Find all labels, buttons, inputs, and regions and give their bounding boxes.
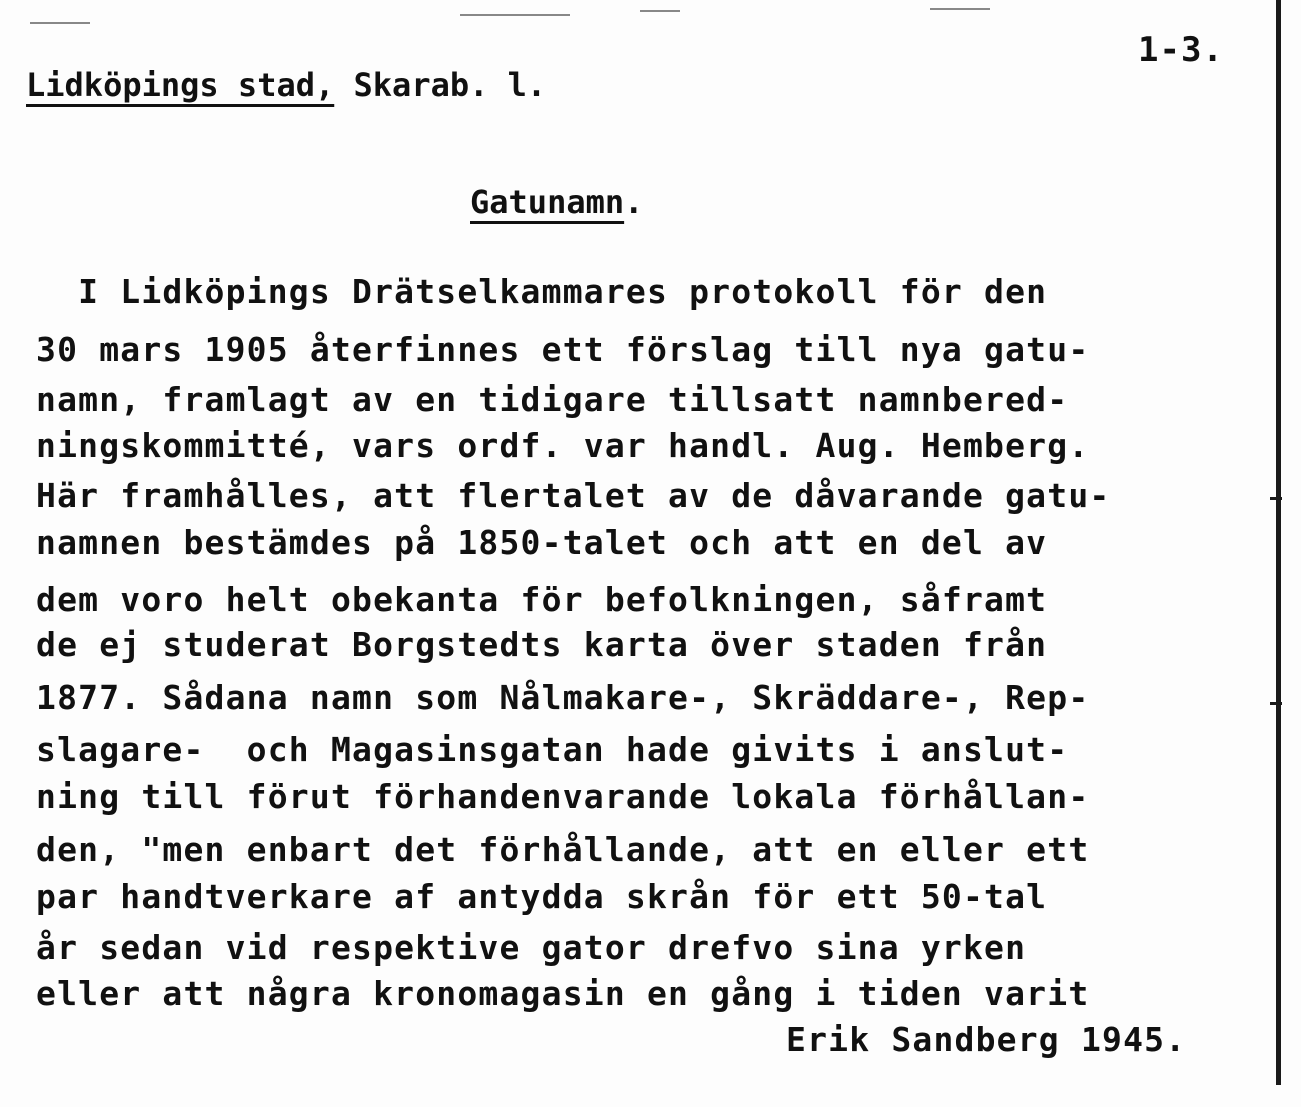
- header-place: Lidköpings stad,: [26, 66, 335, 104]
- title-suffix: .: [624, 183, 644, 221]
- header-county: Skarab. l.: [334, 66, 547, 104]
- scan-speck: [460, 14, 570, 16]
- body-line: Här framhålles, att flertalet av de dåvarande gatu-: [36, 476, 1111, 515]
- body-line: 30 mars 1905 återfinnes ett förslag till nya gatu-: [36, 330, 1090, 369]
- page-number: 1-3.: [1138, 30, 1224, 70]
- body-line: dem voro helt obekanta för befolkningen, såframt: [36, 580, 1048, 619]
- body-line: eller att några kronomagasin en gång i tiden varit: [36, 974, 1090, 1013]
- body-line: år sedan vid respektive gator drefvo sina yrken: [36, 928, 1027, 967]
- body-line: I Lidköpings Drätselkammares protokoll för den: [36, 272, 1048, 311]
- body-line: de ej studerat Borgstedts karta över staden från: [36, 625, 1048, 664]
- document-title: [470, 183, 643, 221]
- title-text: Gatunamn: [470, 183, 625, 221]
- page-edge-mark: [1270, 702, 1282, 705]
- scan-speck: [930, 8, 990, 10]
- body-line: den, "men enbart det förhållande, att en eller ett: [36, 830, 1090, 869]
- page-edge-mark: [1270, 497, 1282, 500]
- body-line: 1877. Sådana namn som Nålmakare-, Skräddare-, Rep-: [36, 678, 1090, 717]
- page-edge-line: [1276, 0, 1281, 1085]
- body-line: par handtverkare af antydda skrån för ett 50-tal: [36, 877, 1048, 916]
- signature: Erik Sandberg 1945.: [786, 1020, 1187, 1059]
- scan-speck: [640, 10, 680, 12]
- body-line: slagare- och Magasinsgatan hade givits i anslut-: [36, 730, 1069, 769]
- document-header: [26, 66, 546, 104]
- body-line: ning till förut förhandenvarande lokala förhållan-: [36, 777, 1090, 816]
- body-line: namn, framlagt av en tidigare tillsatt namnbered-: [36, 380, 1069, 419]
- body-line: ningskommitté, vars ordf. var handl. Aug. Hemberg.: [36, 426, 1090, 465]
- body-line: namnen bestämdes på 1850-talet och att en del av: [36, 523, 1048, 562]
- scan-speck: [30, 22, 90, 24]
